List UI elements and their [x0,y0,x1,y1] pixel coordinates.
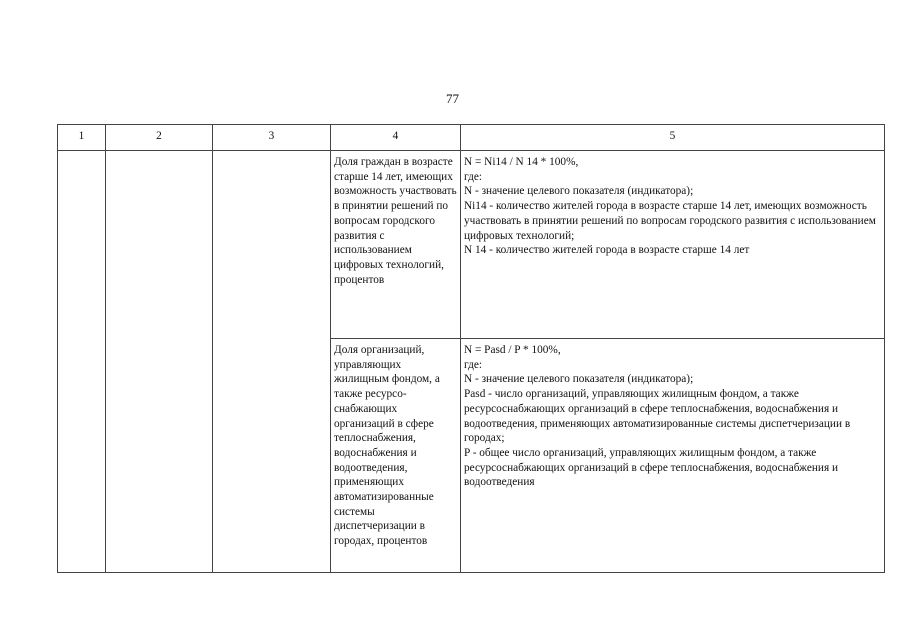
calc-line: Ni14 - количество жителей города в возрасте старше 14 лет, имеющих возможность участвовать в принятии решений по вопросам городского развития с использованием цифровых технологий; [464,200,876,242]
table-header-row [58,125,885,151]
page-number: 77 [446,91,459,106]
calc-line: где: [464,170,482,183]
cell-col-3 [213,151,331,573]
cell-col-2 [106,151,213,573]
calculation-method-cell [461,151,885,339]
column-header-3: 3 [213,125,331,151]
table-row [58,151,885,339]
column-header-2: 2 [106,125,213,151]
indicator-name-cell: Доля организаций, управляющих жилищным фондом, а также ресурсо-снабжающих организаций в сфере теплоснабжения, водоснабжения и водоотведения, применяющих автоматизированные системы диспетчеризации в городах, процентов [331,339,461,573]
indicator-name-cell: Доля граждан в возрасте старше 14 лет, имеющих возможность участвовать в принятии решений по вопросам городского развития с использованием цифровых технологий, процентов [331,151,461,339]
formula: N = Ni14 / N 14 * 100%, [464,156,579,168]
calc-line: Pasd - число организаций, управляющих жилищным фондом, а также ресурсоснабжающих организаций в сфере теплоснабжения, водоснабжения и водоотведения, применяющих автоматизированные системы диспетчеризации в городах; [464,388,851,445]
cell-col-1 [58,151,106,573]
column-header-1: 1 [58,125,106,151]
calc-line: N - значение целевого показателя (индикатора); [464,373,694,386]
column-header-4: 4 [331,125,461,151]
indicators-table [57,124,885,573]
calc-line: где: [464,358,482,371]
calc-line: P - общее число организаций, управляющих жилищным фондом, а также ресурсоснабжающих организаций в сфере теплоснабжения, водоснабжения и водоотведения [464,446,839,489]
formula: N = Pasd / P * 100%, [464,344,561,356]
calc-line: N 14 - количество жителей города в возрасте старше 14 лет [464,244,750,257]
column-header-5: 5 [461,125,885,151]
calculation-method-cell [461,339,885,573]
calc-line: N - значение целевого показателя (индикатора); [464,185,694,198]
